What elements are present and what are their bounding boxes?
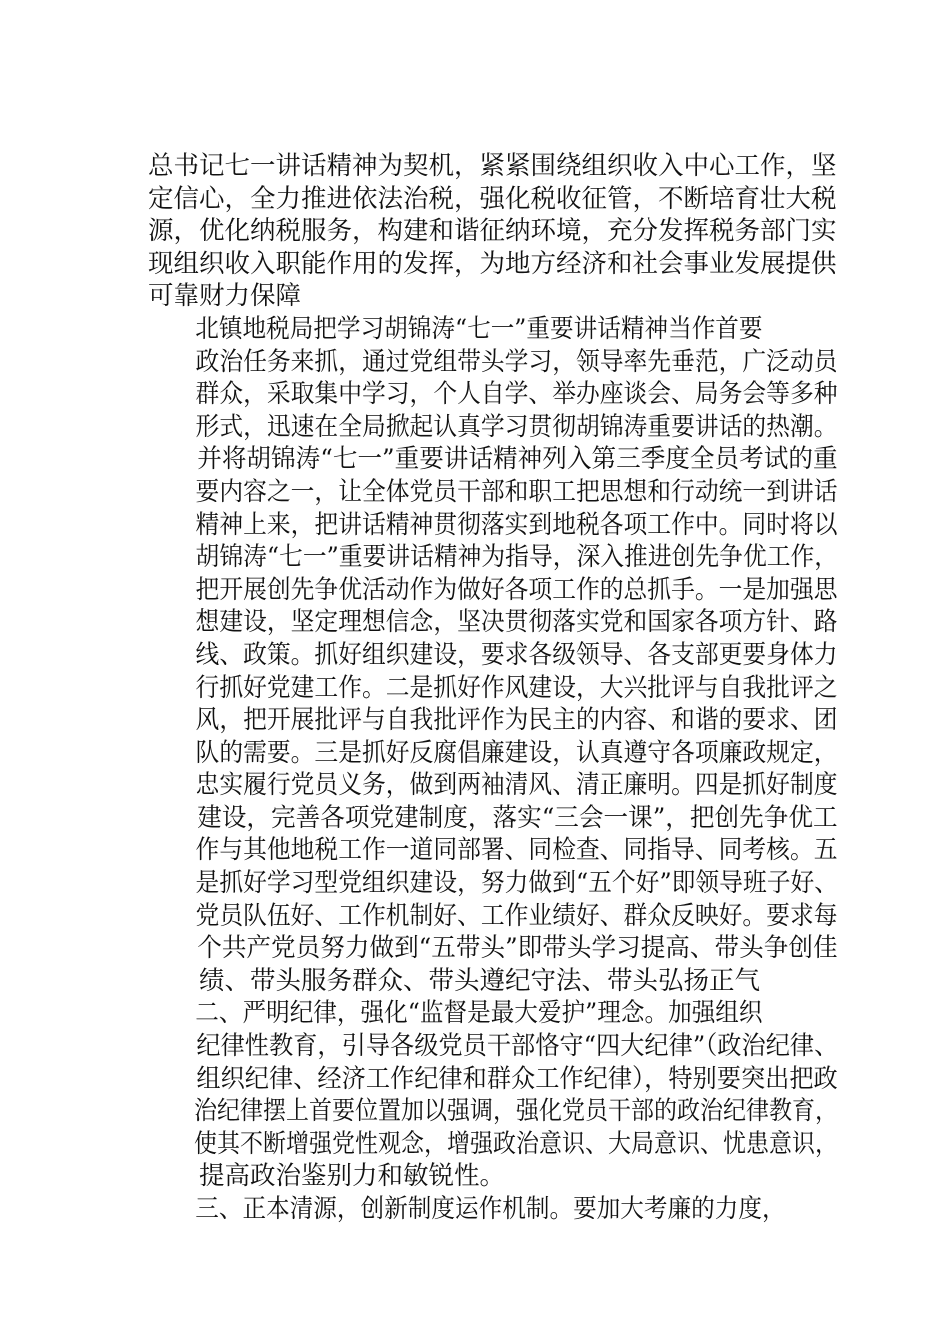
- text-line: 行抓好党建工作。二是抓好作风建设，大兴批评与自我批评之: [195, 672, 838, 703]
- paragraph: [148, 1193, 838, 1226]
- text-line: 使其不断增强党性观念，增强政治意识、大局意识、忧患意识，: [194, 1128, 839, 1159]
- text-line: 群众，采取集中学习，个人自学、举办座谈会、局务会等多种: [195, 379, 838, 410]
- text-line: 作与其他地税工作一道同部署、同检查、同指导、同考核。五: [195, 835, 838, 866]
- text-line: 现组织收入职能作用的发挥，为地方经济和社会事业发展提供: [148, 248, 837, 279]
- text-line: 北镇地税局把学习胡锦涛“七一”重要讲话精神当作首要: [195, 313, 763, 344]
- text-line: 胡锦涛“七一”重要讲话精神为指导，深入推进创先争优工作，: [195, 542, 839, 573]
- text-line: 三、正本清源，创新制度运作机制。要加大考廉的力度，: [195, 1194, 786, 1224]
- text-line: 个共产党员努力做到“五带头”即带头学习提高、带头争创佳: [197, 933, 838, 964]
- text-line: 要内容之一，让全体党员干部和职工把思想和行动统一到讲话: [195, 476, 838, 507]
- text-line: 建设，完善各项党建制度，落实“三会一课”，把创先争优工: [197, 802, 838, 833]
- text-line: 党员队伍好、工作机制好、工作业绩好、群众反映好。要求每: [195, 900, 838, 931]
- text-line: 纪律性教育，引导各级党员干部恪守“四大纪律”（政治纪律、: [196, 1031, 839, 1062]
- text-line: 并将胡锦涛“七一”重要讲话精神列入第三季度全员考试的重: [197, 444, 838, 475]
- text-line: 可靠财力保障: [148, 281, 302, 312]
- text-line: 组织纪律、经济工作纪律和群众工作纪律），特别要突出把政: [196, 1063, 838, 1094]
- text-line: 定信心，全力推进依法治税，强化税收征管，不断培育壮大税: [148, 183, 837, 214]
- paragraph: [148, 150, 838, 313]
- text-line: 提高政治鉴别力和敏锐性。: [199, 1161, 506, 1192]
- text-line: 政治任务来抓，通过党组带头学习，领导率先垂范，广泛动员: [195, 346, 838, 377]
- text-line: 二、严明纪律，强化“监督是最大爱护”理念。加强组织: [195, 998, 763, 1029]
- text-line: 想建设，坚定理想信念，坚决贯彻落实党和国家各项方针、路: [195, 607, 838, 638]
- text-line: 绩、带头服务群众、带头遵纪守法、带头弘扬正气: [199, 965, 761, 996]
- text-line: 是抓好学习型党组织建设，努力做到“五个好”即领导班子好、: [195, 868, 839, 899]
- paragraph: [148, 313, 838, 997]
- text-line: 风，把开展批评与自我批评作为民主的内容、和谐的要求、团: [195, 705, 838, 736]
- text-line: 源，优化纳税服务，构建和谐征纳环境，充分发挥税务部门实: [148, 216, 837, 247]
- text-line: 忠实履行党员义务，做到两袖清风、清正廉明。四是抓好制度: [195, 770, 838, 801]
- text-line: 治纪律摆上首要位置加以强调，强化党员干部的政治纪律教育，: [194, 1096, 839, 1127]
- document-body: [148, 150, 838, 1226]
- text-line: 队的需要。三是抓好反腐倡廉建设，认真遵守各项廉政规定，: [195, 737, 838, 768]
- text-line: 线、政策。抓好组织建设，要求各级领导、各支部更要身体力: [195, 639, 838, 670]
- text-line: 形式，迅速在全局掀起认真学习贯彻胡锦涛重要讲话的热潮。: [195, 411, 838, 442]
- paragraph: [148, 997, 838, 1193]
- text-line: 总书记七一讲话精神为契机，紧紧围绕组织收入中心工作，坚: [148, 151, 837, 181]
- text-line: 精神上来，把讲话精神贯彻落实到地税各项工作中。同时将以: [195, 509, 838, 540]
- text-line: 把开展创先争优活动作为做好各项工作的总抓手。一是加强思: [195, 574, 838, 605]
